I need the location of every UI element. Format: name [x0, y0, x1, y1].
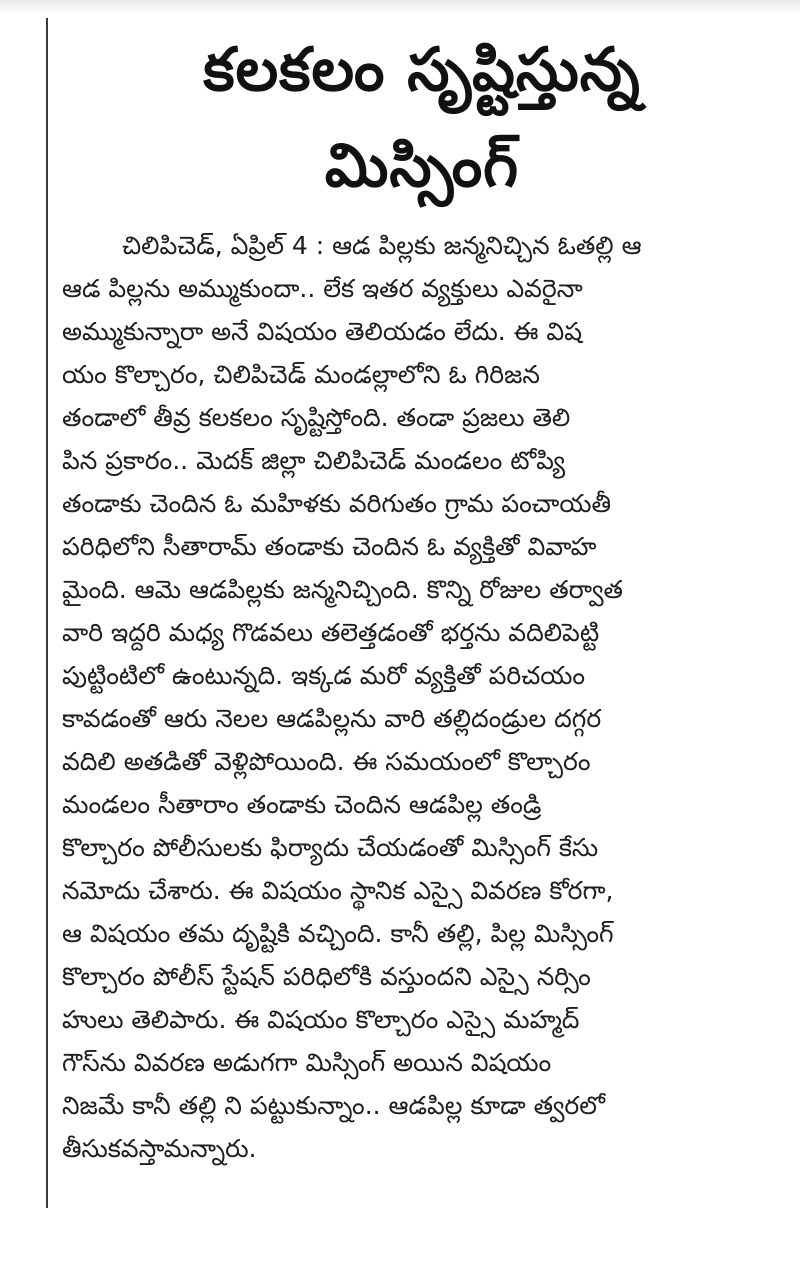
body-line-text: ఆడ పిల్లకు జన్మనిచ్చిన ఓతల్లి ఆ: [332, 231, 642, 260]
body-line: పరిధిలోని సీతారామ్ తండాకు చెందిన ఓ వ్యక్తితో వివాహ: [62, 532, 597, 561]
body-line: హులు తెలిపారు. ఈ విషయం కొల్చారం ఎస్సై మహ్మద్: [62, 1005, 580, 1034]
body-line: వదిలి అతడితో వెళ్లిపోయింది. ఈ సమయంలో కొల్చారం: [62, 747, 591, 776]
body-line: అమ్ముకున్నారా అనే విషయం తెలియడం లేదు. ఈ విష: [62, 317, 583, 346]
body-line: నిజమే కానీ తల్లి ని పట్టుకున్నాం.. ఆడపిల్ల కూడా త్వరలో: [62, 1091, 605, 1120]
body-line: తీసుకవస్తామన్నారు.: [62, 1134, 257, 1163]
article-body: [62, 224, 782, 1170]
body-line: కావడంతో ఆరు నెలల ఆడపిల్లను వారి తల్లిదండ్రుల దగ్గర: [62, 704, 602, 733]
body-line-first: [62, 224, 782, 267]
headline-line-1: కలకలం సృష్టిస్తున్న: [203, 35, 641, 105]
body-line: కొల్చారం పోలీసులకు ఫిర్యాదు చేయడంతో మిస్సింగ్ కేసు: [62, 833, 599, 862]
body-line: గౌస్‌ను వివరణ అడుగగా మిస్సింగ్ అయిన విషయం: [62, 1048, 552, 1077]
headline: [62, 22, 782, 214]
body-line: యం కొల్చారం, చిలిపిచెడ్ మండల్లాలోని ఓ గిరిజన: [62, 360, 540, 389]
body-line: వారి ఇద్దరి మధ్య గొడవలు తలెత్తడంతో భర్తను వదిలిపెట్టి: [62, 618, 600, 647]
news-article: [62, 22, 782, 1170]
body-line: పుట్టింటిలో ఉంటున్నది. ఇక్కడ మరో వ్యక్తితో పరిచయం: [62, 661, 586, 690]
body-line: తండాలో తీవ్ర కలకలం సృష్టిస్తోంది. తండా ప్రజలు తెలి: [62, 403, 571, 432]
body-line: ఆడ పిల్లను అమ్ముకుందా.. లేక ఇతర వ్యక్తులు ఎవరైనా: [62, 274, 583, 303]
body-line: తండాకు చెందిన ఓ మహిళకు వరిగుతం గ్రామ పంచాయతీ: [62, 489, 612, 518]
dateline: చిలిపిచెడ్, ఏప్రిల్ 4 :: [122, 231, 325, 260]
body-line: మండలం సీతారాం తండాకు చెందిన ఆడపిల్ల తండ్రి: [62, 790, 542, 819]
body-line: ఆ విషయం తమ దృష్టికి వచ్చింది. కానీ తల్లి, పిల్ల మిస్సింగ్: [62, 919, 614, 948]
body-line: మైంది. ఆమె ఆడపిల్లకు జన్మనిచ్చింది. కొన్ని రోజుల తర్వాత: [62, 575, 624, 604]
body-line: కొల్చారం పోలీస్ స్టేషన్ పరిధిలోకి వస్తుందని ఎస్సై నర్సిం: [62, 962, 591, 991]
headline-line-2: మిస్సింగ్: [324, 131, 520, 201]
page-top-shade: [0, 0, 800, 14]
column-rule: [46, 18, 48, 1208]
body-line: పిన ప్రకారం.. మెదక్ జిల్లా చిలిపిచెడ్ మండలం టోప్యి: [62, 446, 566, 475]
body-line: నమోదు చేశారు. ఈ విషయం స్థానిక ఎస్సై వివరణ కోరగా,: [62, 876, 614, 905]
